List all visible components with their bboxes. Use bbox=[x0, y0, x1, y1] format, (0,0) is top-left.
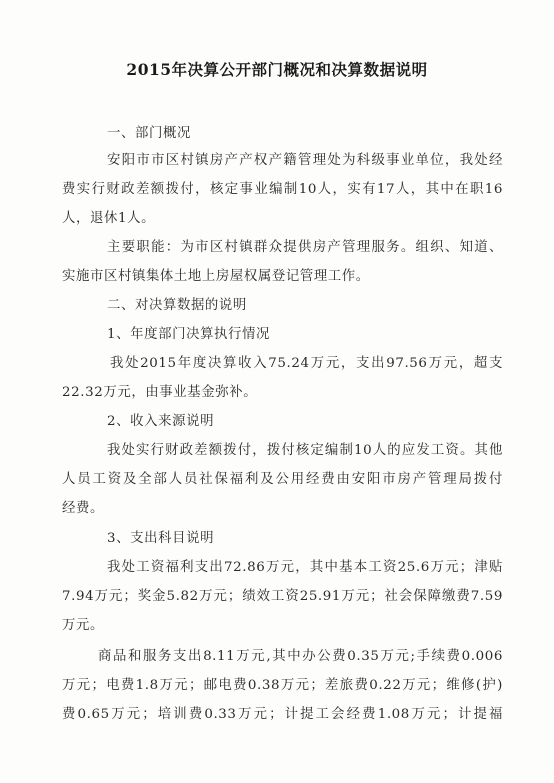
paragraph-line: 费实行财政差额拨付，核定事业编制10人，实有17人，其中在职16 bbox=[62, 182, 503, 197]
paragraph-line: 安阳市市区村镇房产产权产籍管理处为科级事业单位，我处经 bbox=[107, 153, 503, 168]
subsection-heading: 1、年度部门决算执行情况 bbox=[107, 327, 271, 342]
paragraph-line: 人员工资及全部人员社保福利及公用经费由安阳市房产管理局拨付 bbox=[62, 472, 503, 487]
subsection-heading: 3、支出科目说明 bbox=[107, 531, 215, 546]
paragraph-line: 人，退休1人。 bbox=[62, 211, 156, 226]
paragraph-line: 7.94万元；奖金5.82万元；绩效工资25.91万元；社会保障缴费7.59 bbox=[62, 589, 503, 604]
paragraph-line: 商品和服务支出8.11万元,其中办公费0.35万元;手续费0.006 bbox=[98, 649, 503, 664]
paragraph-line: 主要职能：为市区村镇群众提供房产管理服务。组织、知道、 bbox=[107, 240, 503, 255]
paragraph-line: 实施市区村镇集体土地上房屋权属登记管理工作。 bbox=[62, 269, 370, 284]
document-title: 2015年决算公开部门概况和决算数据说明 bbox=[126, 60, 428, 79]
paragraph-line: 费0.65万元；培训费0.33万元；计提工会经费1.08万元；计提福 bbox=[62, 707, 503, 722]
paragraph-line: 经费。 bbox=[62, 501, 104, 516]
paragraph-line: 万元；电费1.8万元；邮电费0.38万元；差旅费0.22万元；维修(护) bbox=[62, 678, 503, 693]
paragraph-line: 我处实行财政差额拨付，拨付核定编制10人的应发工资。其他 bbox=[107, 443, 503, 458]
paragraph-line: 万元。 bbox=[62, 618, 104, 633]
subsection-heading: 2、收入来源说明 bbox=[107, 414, 215, 429]
paragraph-line: 我处2015年度决算收入75.24万元，支出97.56万元，超支 bbox=[110, 356, 503, 371]
section-heading-data: 二、对决算数据的说明 bbox=[107, 298, 247, 313]
section-heading-overview: 一、部门概况 bbox=[107, 126, 191, 141]
paragraph-line: 22.32万元，由事业基金弥补。 bbox=[62, 385, 258, 400]
paragraph-line: 我处工资福利支出72.86万元，其中基本工资25.6万元；津贴 bbox=[107, 560, 503, 575]
